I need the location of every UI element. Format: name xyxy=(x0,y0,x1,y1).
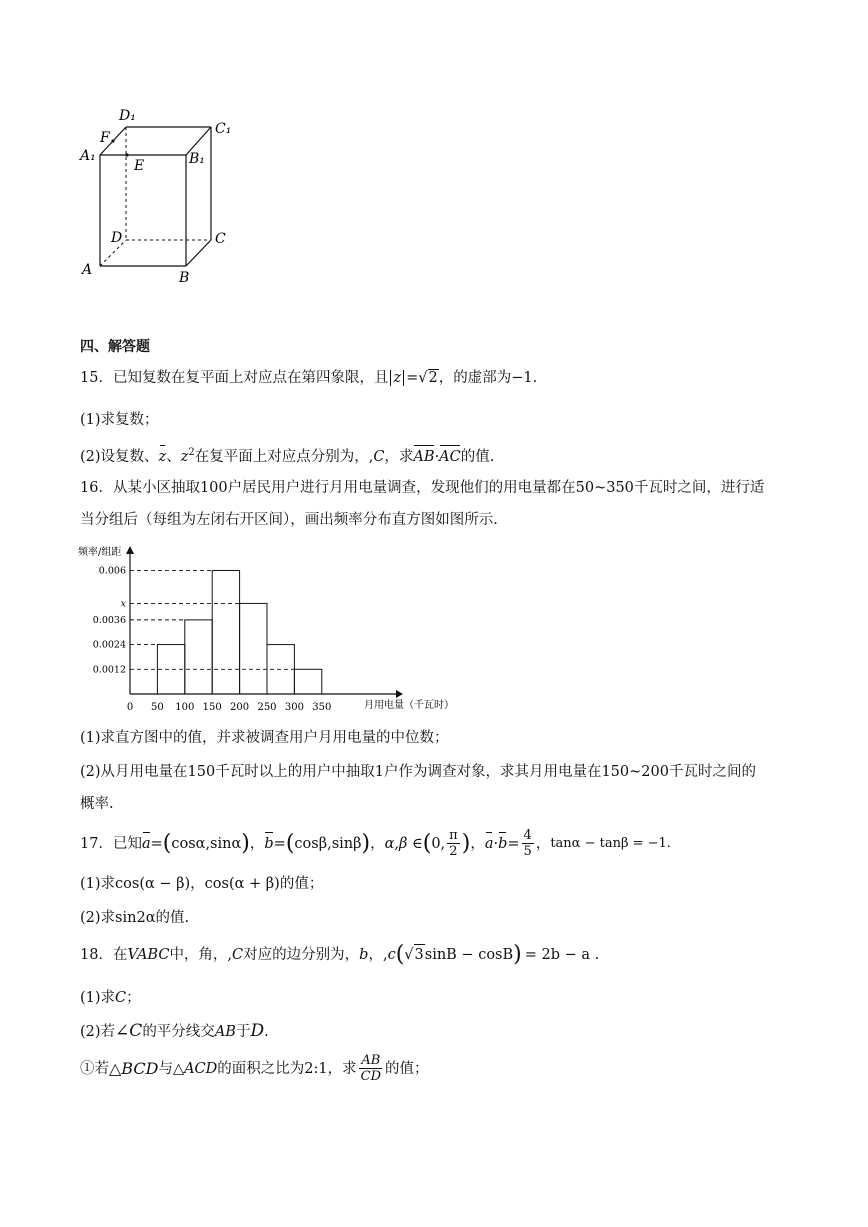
x-tick-label-250: 250 xyxy=(257,702,277,713)
q15-prefix: 15．已知复数在复平面上对应点在第四象限，且 xyxy=(80,370,389,386)
y-axis-arrow xyxy=(126,546,134,554)
q17-b-val: cosβ,sinβ xyxy=(294,835,362,852)
q16-part2-line1: (2)从月用电量在150千瓦时以上的用户中抽取1户作为调查对象，求其月用电量在150~200千瓦时之间的 xyxy=(80,764,756,780)
x-tick-label-50: 50 xyxy=(151,702,164,713)
q17-prefix: 17．已知 xyxy=(80,835,142,852)
label-B: B xyxy=(179,270,190,286)
y-tick-label: 0.0012 xyxy=(92,664,126,676)
q17-comma4: ， xyxy=(535,835,551,852)
q15-sep: 、 xyxy=(166,448,181,465)
q18-part1-prefix: (1)求 xyxy=(80,990,116,1006)
q18-sub1-mid: 的面积之比为 xyxy=(217,1060,305,1077)
y-tick-label: 0.006 xyxy=(98,565,126,577)
q15-neg-one: −1. xyxy=(511,370,538,386)
q17-part2-suffix: 的值. xyxy=(155,910,190,926)
q15-zbar: z xyxy=(158,448,167,465)
q16-part2-line2: 概率. xyxy=(80,796,114,812)
x-tick-label-100: 100 xyxy=(175,702,195,713)
q17-comma3: ， xyxy=(470,835,485,852)
q18-rhs: = 2b − a . xyxy=(524,946,600,963)
q17-part1: (1)求cos(α − β)，cos(α + β)的值； xyxy=(80,876,324,892)
q17-vec-a2: a xyxy=(484,835,494,852)
q18-tri1: △BCD xyxy=(109,1058,159,1078)
q17-stem: 17．已知 a = ( cosα,sinα ) ， b = ( cosβ,sinβ ) ， α,β ∈ ( 0, $\frac{\pi}{2}$ ) ， a · b = $\frac{4}{5}$ ， tanα − tanβ = −1. xyxy=(80,828,671,859)
label-D1: D₁ xyxy=(119,108,136,124)
q15-z2-base: z xyxy=(180,448,189,465)
q15-vec-AB: AB xyxy=(413,448,435,465)
q15-sqrt-sign: √ xyxy=(418,370,428,386)
q18-D: D xyxy=(250,1021,265,1041)
q18-part2-mid2: 于 xyxy=(235,1024,251,1040)
label-D: D xyxy=(111,230,123,246)
q17-part2-prefix: (2)求 xyxy=(80,910,116,926)
q18-ab-over-cd: $\frac{AB}{CD}$ xyxy=(360,1053,381,1084)
x-tick-label-350: 350 xyxy=(312,702,332,713)
q15-eq: = xyxy=(406,370,419,386)
q17-eq2: = xyxy=(507,835,520,852)
q18-part1 xyxy=(80,988,141,1008)
q18-sqrt-sign: √ xyxy=(404,946,414,963)
q16-line1: 16．从某小区抽取100户居民用户进行月用电量调查，发现他们的用电量都在50~350千瓦时之间，进行适 xyxy=(80,480,765,496)
q15-C: C xyxy=(373,448,385,465)
q17-part2 xyxy=(80,908,189,928)
q18-triangle: VABC xyxy=(127,946,170,963)
q15-stem xyxy=(80,368,537,388)
x-tick-label-300: 300 xyxy=(284,702,304,713)
q17-eq-b: = xyxy=(273,835,286,852)
section-title: 四、解答题 xyxy=(80,339,150,355)
q18-C: C xyxy=(232,946,244,963)
q15-part1: (1)求复数； xyxy=(80,412,159,428)
x-axis-label: 月用电量（千瓦时） xyxy=(364,700,454,711)
q18-tri2: △ACD xyxy=(172,1060,218,1077)
q18-stem: 18．在 VABC 中，角，, C 对应的边分别为， b ，, c ( √ 3 sinB − cosB ) = 2b − a . xyxy=(80,941,600,967)
x-axis-arrow xyxy=(396,690,403,698)
q18-part1-C: C xyxy=(115,990,127,1006)
x-tick-label-200: 200 xyxy=(230,702,250,713)
q16-line2: 当分组后（每组为左闭右开区间），画出频率分布直方图如图所示. xyxy=(80,512,498,528)
q18-sub1-ask: ，求 xyxy=(327,1060,357,1077)
q17-comma1: ， xyxy=(249,835,265,852)
y-tick-label: x xyxy=(120,598,126,610)
q15-part2-prefix: (2)设复数、 xyxy=(80,448,159,465)
x-tick-label-0: 0 xyxy=(126,702,134,713)
y-tick-label: 0.0024 xyxy=(92,639,126,651)
q18-three: 3 xyxy=(414,944,425,965)
q18-with: 与 xyxy=(158,1060,173,1077)
label-B1: B₁ xyxy=(189,151,205,167)
q18-mid3: ，, xyxy=(368,946,388,963)
q15-part2 xyxy=(80,443,494,467)
q15-suffix: ，的虚部为 xyxy=(438,370,512,386)
q15-part2-mid: 在复平面上对应点分别为，, xyxy=(194,448,374,465)
histogram-bar xyxy=(212,570,239,694)
frequency-histogram xyxy=(78,544,458,720)
q15-z: z xyxy=(393,370,402,386)
q15-z2-exp: 2 xyxy=(188,447,195,458)
q18-angle-C: C xyxy=(129,1021,143,1041)
q18-mid2: 对应的边分别为， xyxy=(243,946,360,963)
y-tick-label: 0.0036 xyxy=(92,614,126,626)
q18-part2-prefix: (2)若 xyxy=(80,1024,116,1040)
q17-four-fifths: $\frac{4}{5}$ xyxy=(523,828,532,859)
q17-dot: · xyxy=(493,835,499,852)
q18-b: b xyxy=(359,946,369,963)
q18-part2-mid: 的平分线交 xyxy=(142,1024,215,1040)
q18-part2-end: . xyxy=(264,1024,269,1040)
q16-part1: (1)求直方图中的值，并求被调查用户月用电量的中位数； xyxy=(80,730,449,746)
histogram-bar xyxy=(240,603,267,694)
q17-vec-b: b xyxy=(264,835,274,852)
q18-sub1 xyxy=(80,1053,429,1084)
label-A1: A₁ xyxy=(80,148,96,164)
q15-part2-ask: ，求 xyxy=(384,448,414,465)
q17-interval-left: 0, xyxy=(431,835,446,852)
q15-vec-AC: AC xyxy=(439,448,461,465)
histogram-bar xyxy=(185,620,212,694)
q18-expr: sinB − cosB xyxy=(424,946,514,963)
q18-part2 xyxy=(80,1021,269,1042)
x-tick-label-150: 150 xyxy=(202,702,222,713)
q18-mid: 中，角，, xyxy=(169,946,233,963)
q15-sqrt-val: 2 xyxy=(428,370,438,386)
q18-part1-suffix: ； xyxy=(126,990,141,1006)
q15-part2-end: 的值. xyxy=(460,448,495,465)
q17-tan-eq: tanα − tanβ = −1. xyxy=(550,835,671,851)
label-E: E xyxy=(134,158,145,174)
cube-figure xyxy=(78,100,248,295)
q17-vec-a: a xyxy=(141,835,151,852)
q17-a-val: cosα,sinα xyxy=(171,835,242,852)
q17-angles: α,β ∈ xyxy=(384,835,423,852)
q17-comma2: ， xyxy=(370,835,385,852)
q17-vec-b2: b xyxy=(498,835,508,852)
q18-AB: AB xyxy=(214,1024,236,1040)
q18-prefix: 18．在 xyxy=(80,946,128,963)
q18-sub1-end: 的值； xyxy=(385,1060,429,1077)
q18-c: c xyxy=(387,946,396,963)
q18-angle: ∠ xyxy=(115,1021,130,1041)
label-C1: C₁ xyxy=(215,121,232,137)
y-axis-label: 频率/组距 xyxy=(78,547,122,558)
q18-sub1-prefix: ①若 xyxy=(80,1060,109,1077)
label-C: C xyxy=(215,231,226,247)
q15-dot: · xyxy=(434,448,440,465)
q17-eq: = xyxy=(150,835,163,852)
q17-pi-over-2: $\frac{\pi}{2}$ xyxy=(449,828,458,859)
histogram-bar xyxy=(294,669,321,694)
q17-sin2a: sin2α xyxy=(115,910,156,926)
q18-ratio: 2:1 xyxy=(304,1060,328,1077)
label-A: A xyxy=(82,262,93,278)
label-F: F xyxy=(100,130,110,146)
